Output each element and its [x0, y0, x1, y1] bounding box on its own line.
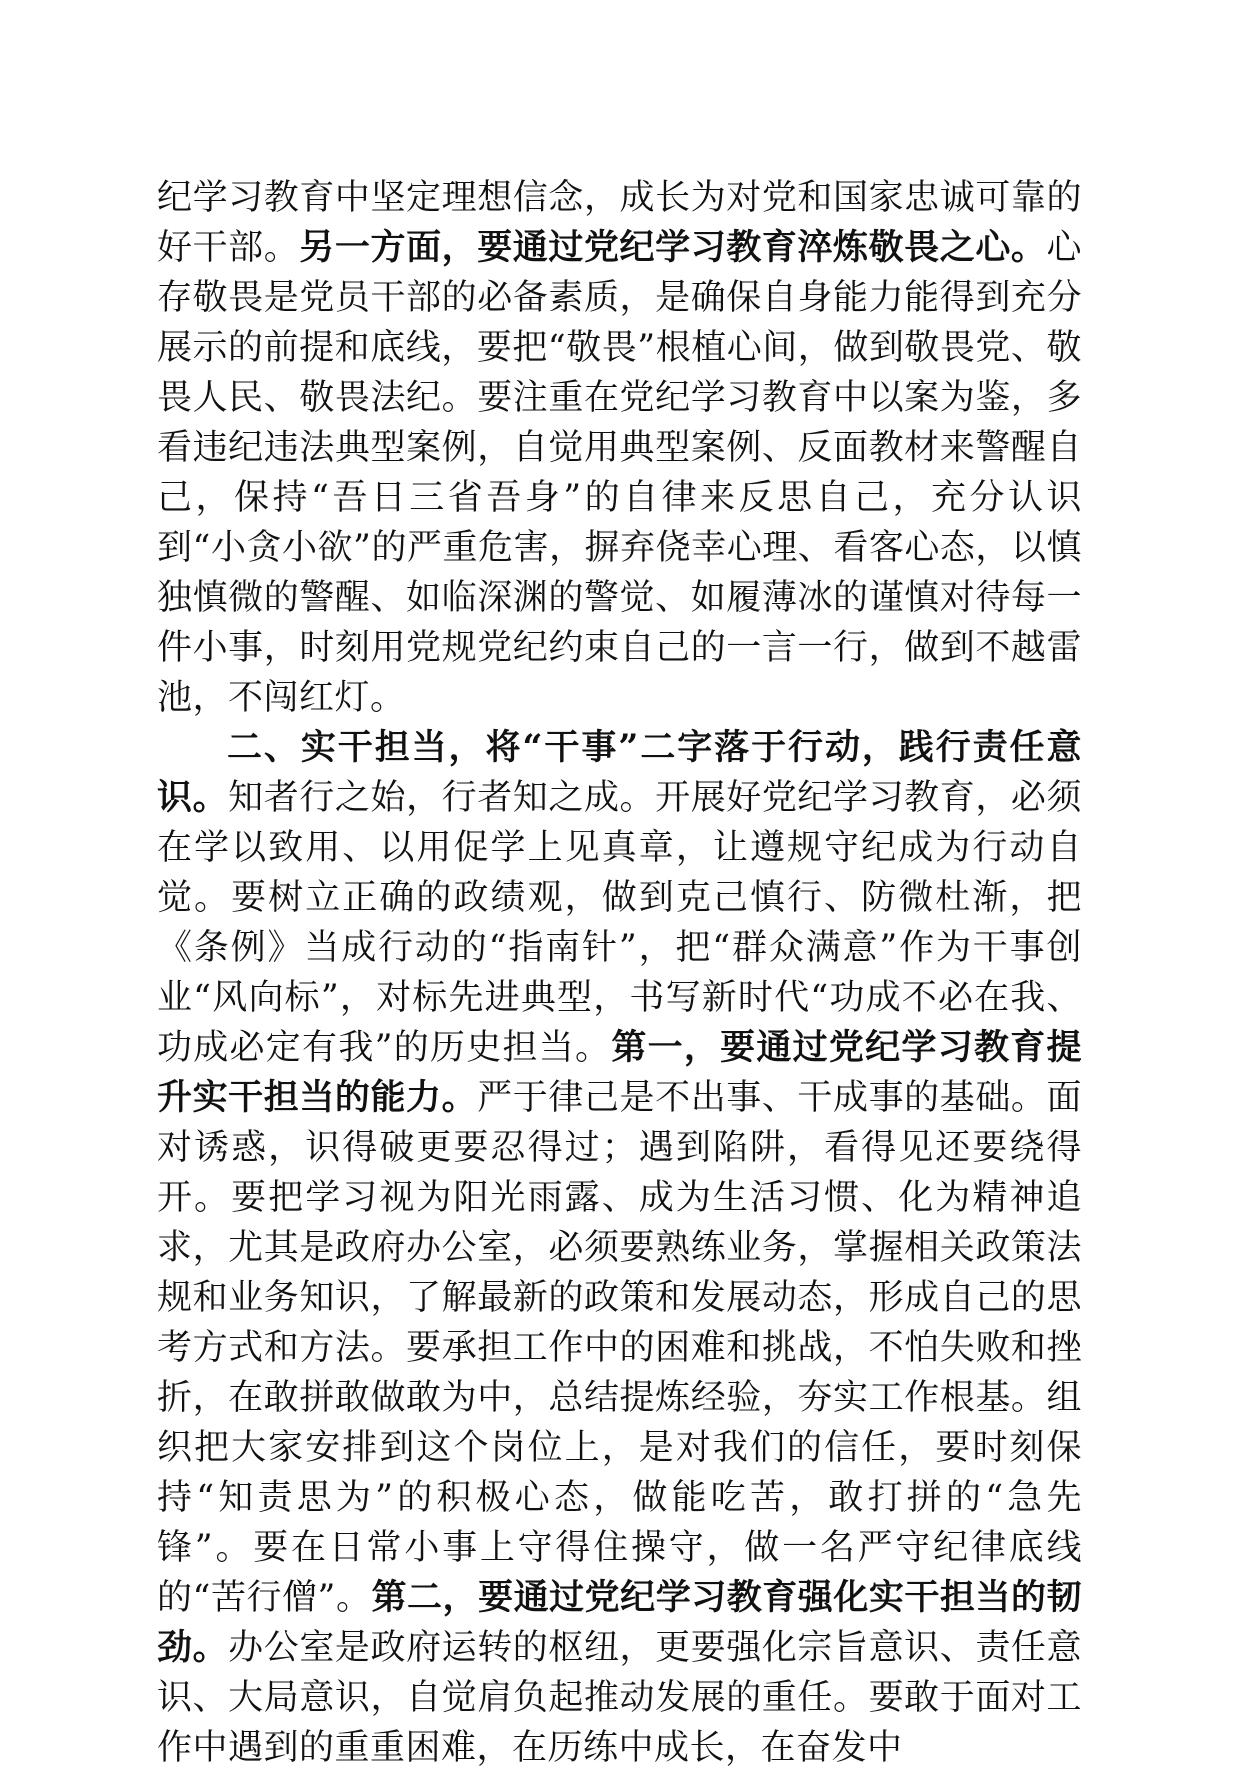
bold-text-segment: 第二，要通过党纪学习教育强化实干担当的韧劲。	[157, 1577, 1082, 1668]
bold-text-segment: 另一方面，要通过党纪学习教育淬炼敬畏之心。	[299, 227, 1047, 268]
text-segment: 心存敬畏是党员干部的必备素质，是确保自身能力能得到充分展示的前提和底线，要把“敬畏”根植心间，做到敬畏党、敬畏人民、敬畏法纪。要注重在党纪学习教育中以案为鉴，多看违纪违法典型案例，自觉用典型案例、反面教材来警醒自己，保持“吾日三省吾身”的自律来反思自己，充分认识到“小贪小欲”的严重危害，摒弃侥幸心理、看客心态，以慎独慎微的警醒、如临深渊的警觉、如履薄冰的谨慎对待每一件小事，时刻用党规党纪约束自己的一言一行，做到不越雷池，不闯红灯。	[157, 228, 1082, 718]
text-segment: 知者行之始，行者知之成。开展好党纪学习教育，必须在学以致用、以用促学上见真章，让遵规守纪成为行动自觉。要树立正确的政绩观，做到克己慎行、防微杜渐，把《条例》当成行动的“指南针”，把“群众满意”作为干事创业“风向标”，对标先进典型，书写新时代“功成不必在我、功成必定有我”的历史担当。	[157, 778, 1082, 1068]
paragraph-1	[157, 173, 1082, 723]
bold-text-segment: 第一，要通过党纪学习教育提升实干担当的能力。	[157, 1027, 1082, 1118]
paragraph-2	[157, 723, 1082, 1773]
document-page	[157, 173, 1082, 1773]
text-segment: 办公室是政府运转的枢纽，更要强化宗旨意识、责任意识、大局意识，自觉肩负起推动发展的重任。要敢于面对工作中遇到的重重困难，在历练中成长，在奋发中	[157, 1628, 1082, 1768]
text-segment: 严于律己是不出事、干成事的基础。面对诱惑，识得破更要忍得过；遇到陷阱，看得见还要绕得开。要把学习视为阳光雨露、成为生活习惯、化为精神追求，尤其是政府办公室，必须要熟练业务，掌握相关政策法规和业务知识，了解最新的政策和发展动态，形成自己的思考方式和方法。要承担工作中的困难和挑战，不怕失败和挫折，在敢拼敢做敢为中，总结提炼经验，夯实工作根基。组织把大家安排到这个岗位上，是对我们的信任，要时刻保持“知责思为”的积极心态，做能吃苦，敢打拼的“急先锋”。要在日常小事上守得住操守，做一名严守纪律底线的“苦行僧”。	[157, 1078, 1082, 1618]
text-segment: 纪学习教育中坚定理想信念，成长为对党和国家忠诚可靠的好干部。	[157, 178, 1082, 268]
section-heading: 二、实干担当，将“干事”二字落于行动，践行责任意识。	[157, 727, 1082, 818]
